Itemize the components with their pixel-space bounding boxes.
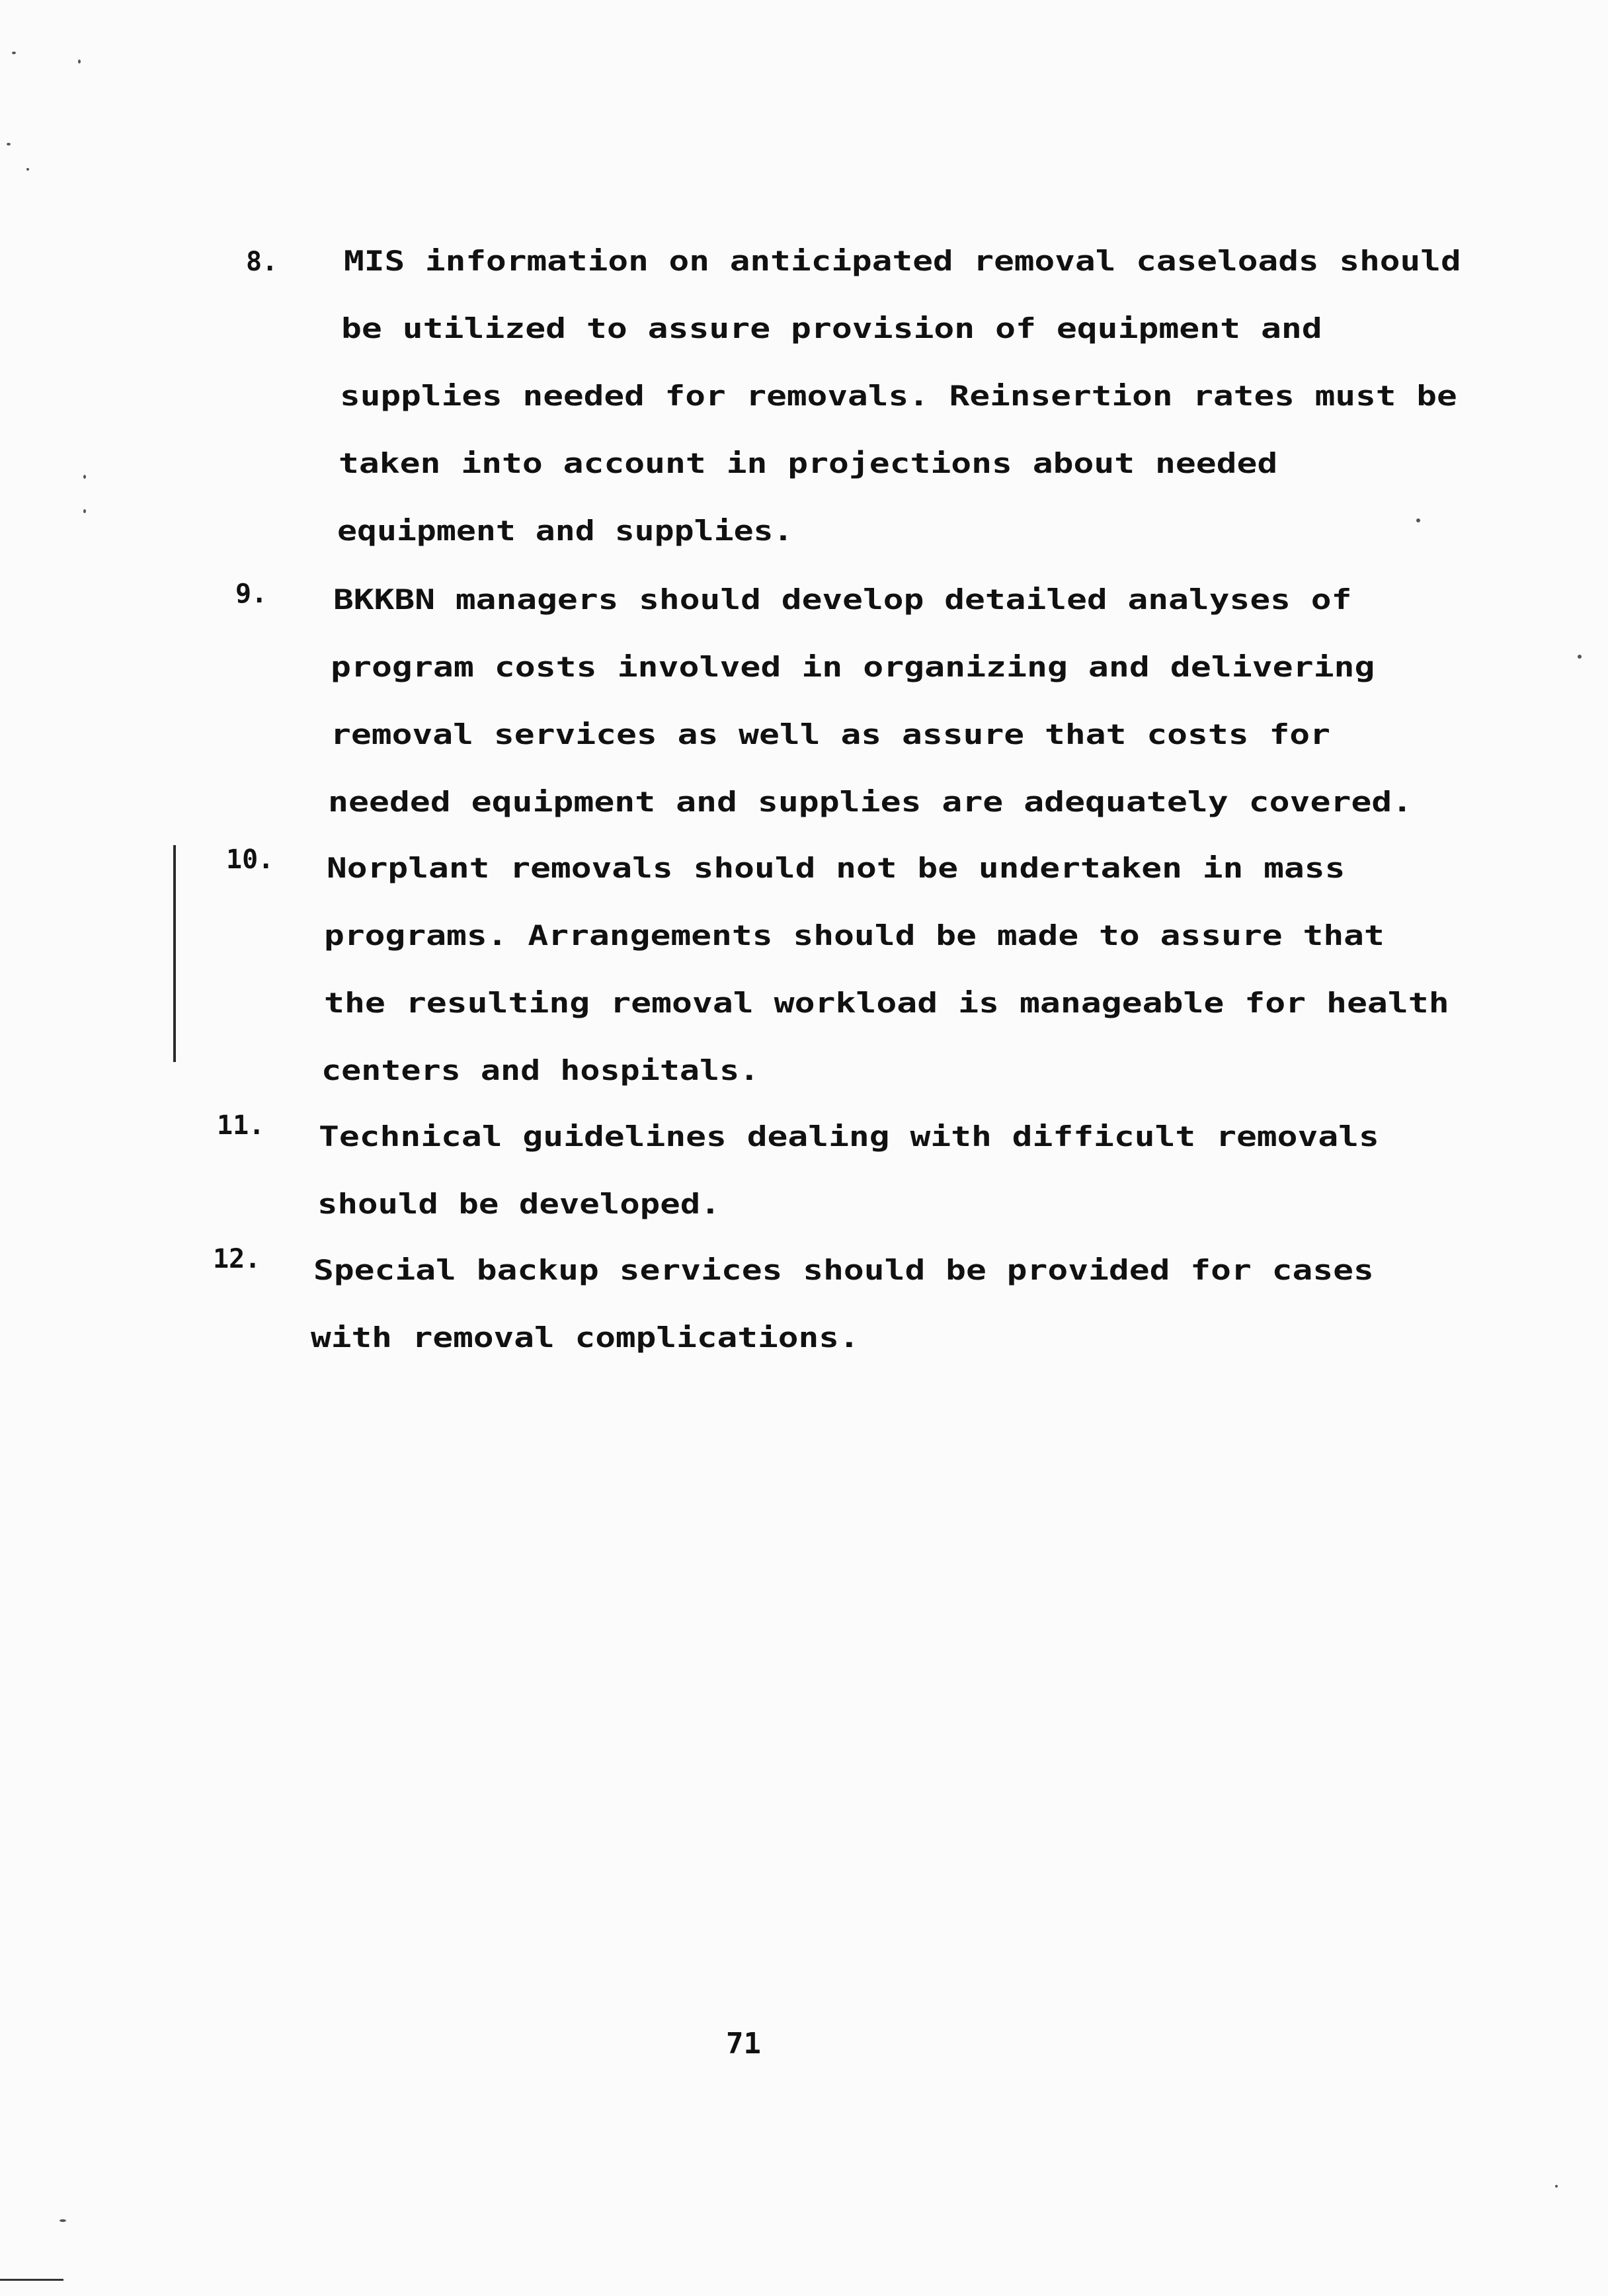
item-text-line: Special backup services should be provided for cases xyxy=(313,1254,1374,1286)
item-text-line: with removal complications. xyxy=(311,1321,860,1354)
item-text-line: needed equipment and supplies are adequately covered. xyxy=(328,786,1413,818)
scan-speck xyxy=(83,509,86,513)
scan-speck xyxy=(83,475,86,479)
margin-bracket-mark xyxy=(173,845,176,1062)
item-text-line: taken into account in projections about needed xyxy=(339,447,1278,479)
item-text-line: supplies needed for removals. Reinsertion rates must be xyxy=(340,380,1457,412)
scan-speck xyxy=(12,52,16,54)
item-text-line: BKKBN managers should develop detailed analyses of xyxy=(333,583,1352,616)
page-number: 71 xyxy=(726,2027,761,2061)
item-text-line: the resulting removal workload is manageable for health xyxy=(324,987,1449,1019)
scan-speck xyxy=(26,168,29,171)
scan-speck xyxy=(7,143,11,145)
item-text-line: equipment and supplies. xyxy=(337,514,793,547)
item-number: 9. xyxy=(235,579,268,609)
footer-rule xyxy=(0,2279,63,2281)
item-number: 12. xyxy=(213,1244,261,1274)
item-text-line: be utilized to assure provision of equipment and xyxy=(341,312,1322,345)
item-text-line: programs. Arrangements should be made to assure that xyxy=(324,919,1385,952)
item-number: 10. xyxy=(226,844,274,875)
item-text-line: MIS information on anticipated removal caseloads should xyxy=(344,245,1461,277)
scan-speck xyxy=(1578,655,1582,659)
scan-speck xyxy=(1555,2185,1558,2188)
item-text-line: removal services as well as assure that costs for xyxy=(331,718,1331,751)
item-number: 11. xyxy=(217,1110,265,1141)
scan-speck xyxy=(60,2219,66,2222)
item-text-line: should be developed. xyxy=(317,1188,721,1220)
scan-speck xyxy=(78,60,81,63)
item-text-line: program costs involved in organizing and delivering xyxy=(331,651,1375,683)
item-text-line: Technical guidelines dealing with difficult removals xyxy=(319,1120,1379,1153)
item-text-line: Norplant removals should not be undertaken in mass xyxy=(327,852,1346,884)
item-text-line: centers and hospitals. xyxy=(321,1054,760,1086)
item-number: 8. xyxy=(246,247,278,277)
scan-speck xyxy=(1416,518,1420,522)
